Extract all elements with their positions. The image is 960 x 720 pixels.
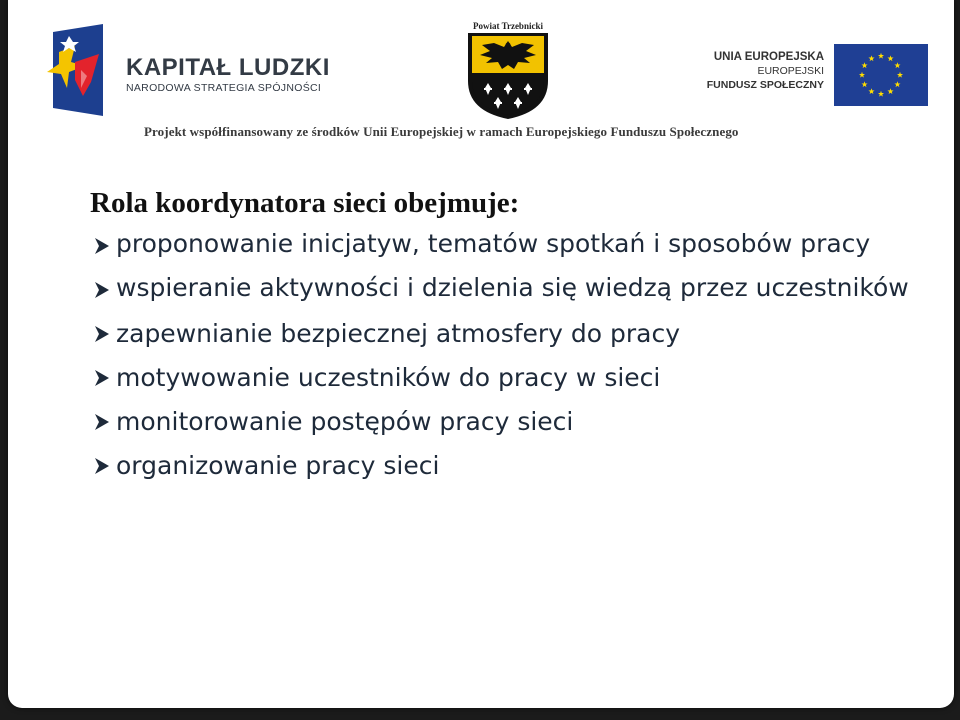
bullet-text: motywowanie uczestników do pracy w sieci — [116, 363, 661, 392]
slide-heading: Rola koordynatora sieci obejmuje: — [90, 187, 520, 219]
arrow-bullet-icon — [92, 280, 112, 300]
bullet-text: proponowanie inicjatyw, tematów spotkań i sposobów pracy — [116, 229, 871, 258]
kapital-ludzki-logo-icon — [45, 22, 105, 118]
cofinance-note: Projekt współfinansowany ze środków Unii Europejskiej w ramach Europejskiego Funduszu Społecznego — [144, 124, 739, 139]
arrow-bullet-icon — [92, 368, 112, 388]
bullet-text: wspieranie aktywności i dzielenia się wiedzą przez uczestników — [116, 273, 909, 302]
eu-line-3: FUNDUSZ SPOŁECZNY — [706, 79, 824, 91]
arrow-bullet-icon — [92, 236, 112, 256]
eu-flag-icon — [834, 44, 928, 106]
bullet-item — [90, 270, 910, 306]
bullet-text: zapewnianie bezpiecznej atmosfery do pracy — [116, 319, 681, 348]
eu-title: UNIA EUROPEJSKA — [713, 51, 824, 63]
kapital-ludzki-title: KAPITAŁ LUDZKI — [126, 54, 330, 81]
arrow-bullet-icon — [92, 412, 112, 432]
kapital-ludzki-subtitle: NARODOWA STRATEGIA SPÓJNOŚCI — [126, 82, 322, 94]
bullet-item — [90, 446, 910, 486]
slide — [8, 0, 954, 708]
bullet-list — [90, 226, 910, 486]
bullet-item — [90, 358, 910, 398]
eu-text — [684, 50, 824, 92]
kapital-ludzki-wordmark — [126, 55, 330, 95]
arrow-bullet-icon — [92, 456, 112, 476]
powiat-label: Powiat Trzebnicki — [473, 21, 543, 31]
bullet-text: organizowanie pracy sieci — [116, 451, 440, 480]
bullet-item — [90, 314, 910, 354]
arrow-bullet-icon — [92, 324, 112, 344]
bullet-text: monitorowanie postępów pracy sieci — [116, 407, 574, 436]
bullet-item — [90, 226, 910, 262]
logo-bar — [8, 0, 954, 150]
bullet-item — [90, 402, 910, 442]
slide-content — [90, 186, 910, 490]
eu-line-2: EUROPEJSKI — [757, 65, 824, 77]
powiat-crest-icon — [464, 31, 552, 121]
